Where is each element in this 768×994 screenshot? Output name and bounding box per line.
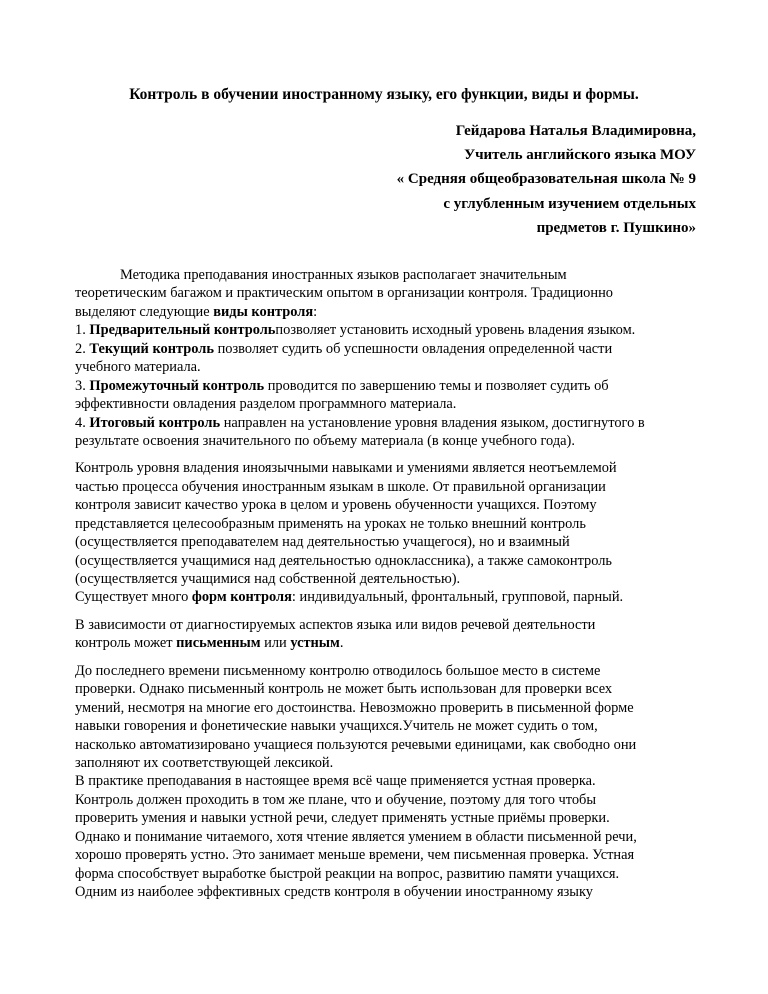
paragraph-line: (осуществляется учащимися над деятельностью одноклассника), а также самоконтроль [75, 552, 612, 569]
paragraph-gap [75, 607, 700, 616]
paragraph-line: До последнего времени письменному контролю отводилось большое место в системе [75, 662, 601, 679]
paragraph-line: насколько автоматизировано учащиеся пользуются речевыми единицами, как свободно они [75, 736, 637, 753]
text-run: : [313, 303, 318, 320]
paragraph-line: частью процесса обучения иностранным языкам в школе. От правильной организации [75, 478, 606, 495]
paragraph-line: заполняют их соответствующей лексикой. [75, 754, 334, 771]
paragraph-line: умений, несмотря на многие его достоинства. Невозможно проверить в письменной форме [75, 699, 634, 716]
text-run: позволяет судить об успешности овладения определенной части [213, 340, 613, 357]
paragraph-line: проверить умения и навыки устной речи, следует применять устные приёмы проверки. [75, 810, 610, 827]
paragraph-line: Контроль уровня владения иноязычными навыками и умениями является неотъемлемой [75, 460, 617, 477]
paragraph-line: форма способствует выработке быстрой реакции на вопрос, развитию памяти учащихся. [75, 865, 620, 882]
document-title: Контроль в обучении иностранному языку, его функции, виды и формы. [129, 86, 639, 103]
paragraph-line: представляется целесообразным применять на уроках не только внешний контроль [75, 515, 586, 532]
bold-term: Предварительный контроль [89, 322, 276, 339]
paragraph-line: контроля зависит качество урока в целом и уровень обученности учащихся. Поэтому [75, 497, 597, 514]
text-run: позволяет установить исходный уровень владения языком. [275, 322, 636, 339]
paragraph-line: В практике преподавания в настоящее время всё чаще применяется устная проверка. [75, 773, 596, 790]
paragraph-line: В зависимости от диагностируемых аспектов языка или видов речевой деятельности [75, 616, 596, 633]
paragraph-line: навыки говорения и фонетические навыки учащихся.Учитель не может судить о том, [75, 718, 598, 735]
document-body [75, 266, 700, 901]
text-run: или [260, 635, 291, 652]
paragraph-gap [75, 450, 700, 459]
list-number: 2. [75, 340, 90, 357]
text-run: выделяют следующие [75, 303, 214, 320]
paragraph-line [75, 588, 700, 606]
paragraph-gap [75, 653, 700, 662]
text-run: проводится по завершению темы и позволяет судить об [264, 377, 609, 394]
paragraph-line: Однако и понимание читаемого, хотя чтение является умением в области письменной речи, [75, 828, 637, 845]
bold-term: письменным [176, 635, 261, 652]
paragraph-line: (осуществляется учащимися над собственной деятельностью). [75, 571, 461, 587]
text-run: Существует много [75, 589, 192, 606]
list-item [75, 340, 700, 358]
list-item-continuation: учебного материала. [75, 359, 201, 376]
author-school-line-1: « Средняя общеобразовательная школа № 9 [396, 171, 696, 188]
author-school-line-2: с углубленным изучением отдельных [443, 195, 696, 212]
bold-term: Итоговый контроль [89, 414, 221, 431]
bold-term: Промежуточный контроль [89, 377, 265, 394]
author-position: Учитель английского языка МОУ [464, 147, 696, 164]
list-item [75, 414, 700, 432]
author-name: Гейдарова Наталья Владимировна, [455, 123, 696, 139]
paragraph-line: Контроль должен проходить в том же плане, что и обучение, поэтому для того чтобы [75, 791, 597, 808]
author-info [397, 119, 696, 240]
paragraph-line: Одним из наиболее эффективных средств контроля в обучении иностранному языку [75, 884, 593, 900]
list-number: 4. [75, 414, 90, 431]
list-item [75, 321, 700, 339]
list-number: 1. [75, 322, 90, 339]
author-school-line-3: предметов г. Пушкино» [536, 219, 696, 236]
bold-term: виды контроля [213, 303, 314, 320]
bold-term: форм контроля [191, 589, 292, 606]
paragraph-line: (осуществляется преподавателем над деятельностью учащегося), но и взаимный [75, 534, 570, 551]
text-run: контроль может [75, 635, 177, 652]
bold-term: устным [290, 635, 340, 652]
paragraph-line: Методика преподавания иностранных языков располагает значительным [120, 267, 567, 283]
paragraph-line: хорошо проверять устно. Это занимает меньше времени, чем письменная проверка. Устная [75, 847, 635, 864]
list-item-continuation: результате освоения значительного по объему материала (в конце учебного года). [75, 432, 575, 449]
paragraph-line: теоретическим багажом и практическим опытом в организации контроля. Традиционно [75, 285, 613, 302]
text-run: : индивидуальный, фронтальный, групповой, парный. [291, 589, 624, 606]
list-number: 3. [75, 377, 90, 394]
paragraph-line [75, 634, 700, 652]
paragraph-line: проверки. Однако письменный контроль не может быть использован для проверки всех [75, 681, 613, 698]
paragraph-line [75, 303, 700, 321]
bold-term: Текущий контроль [89, 340, 214, 357]
text-run: . [339, 635, 344, 652]
list-item-continuation: эффективности овладения разделом программного материала. [75, 396, 457, 413]
text-run: направлен на установление уровня владения языком, достигнутого в [220, 414, 645, 431]
list-item [75, 377, 700, 395]
